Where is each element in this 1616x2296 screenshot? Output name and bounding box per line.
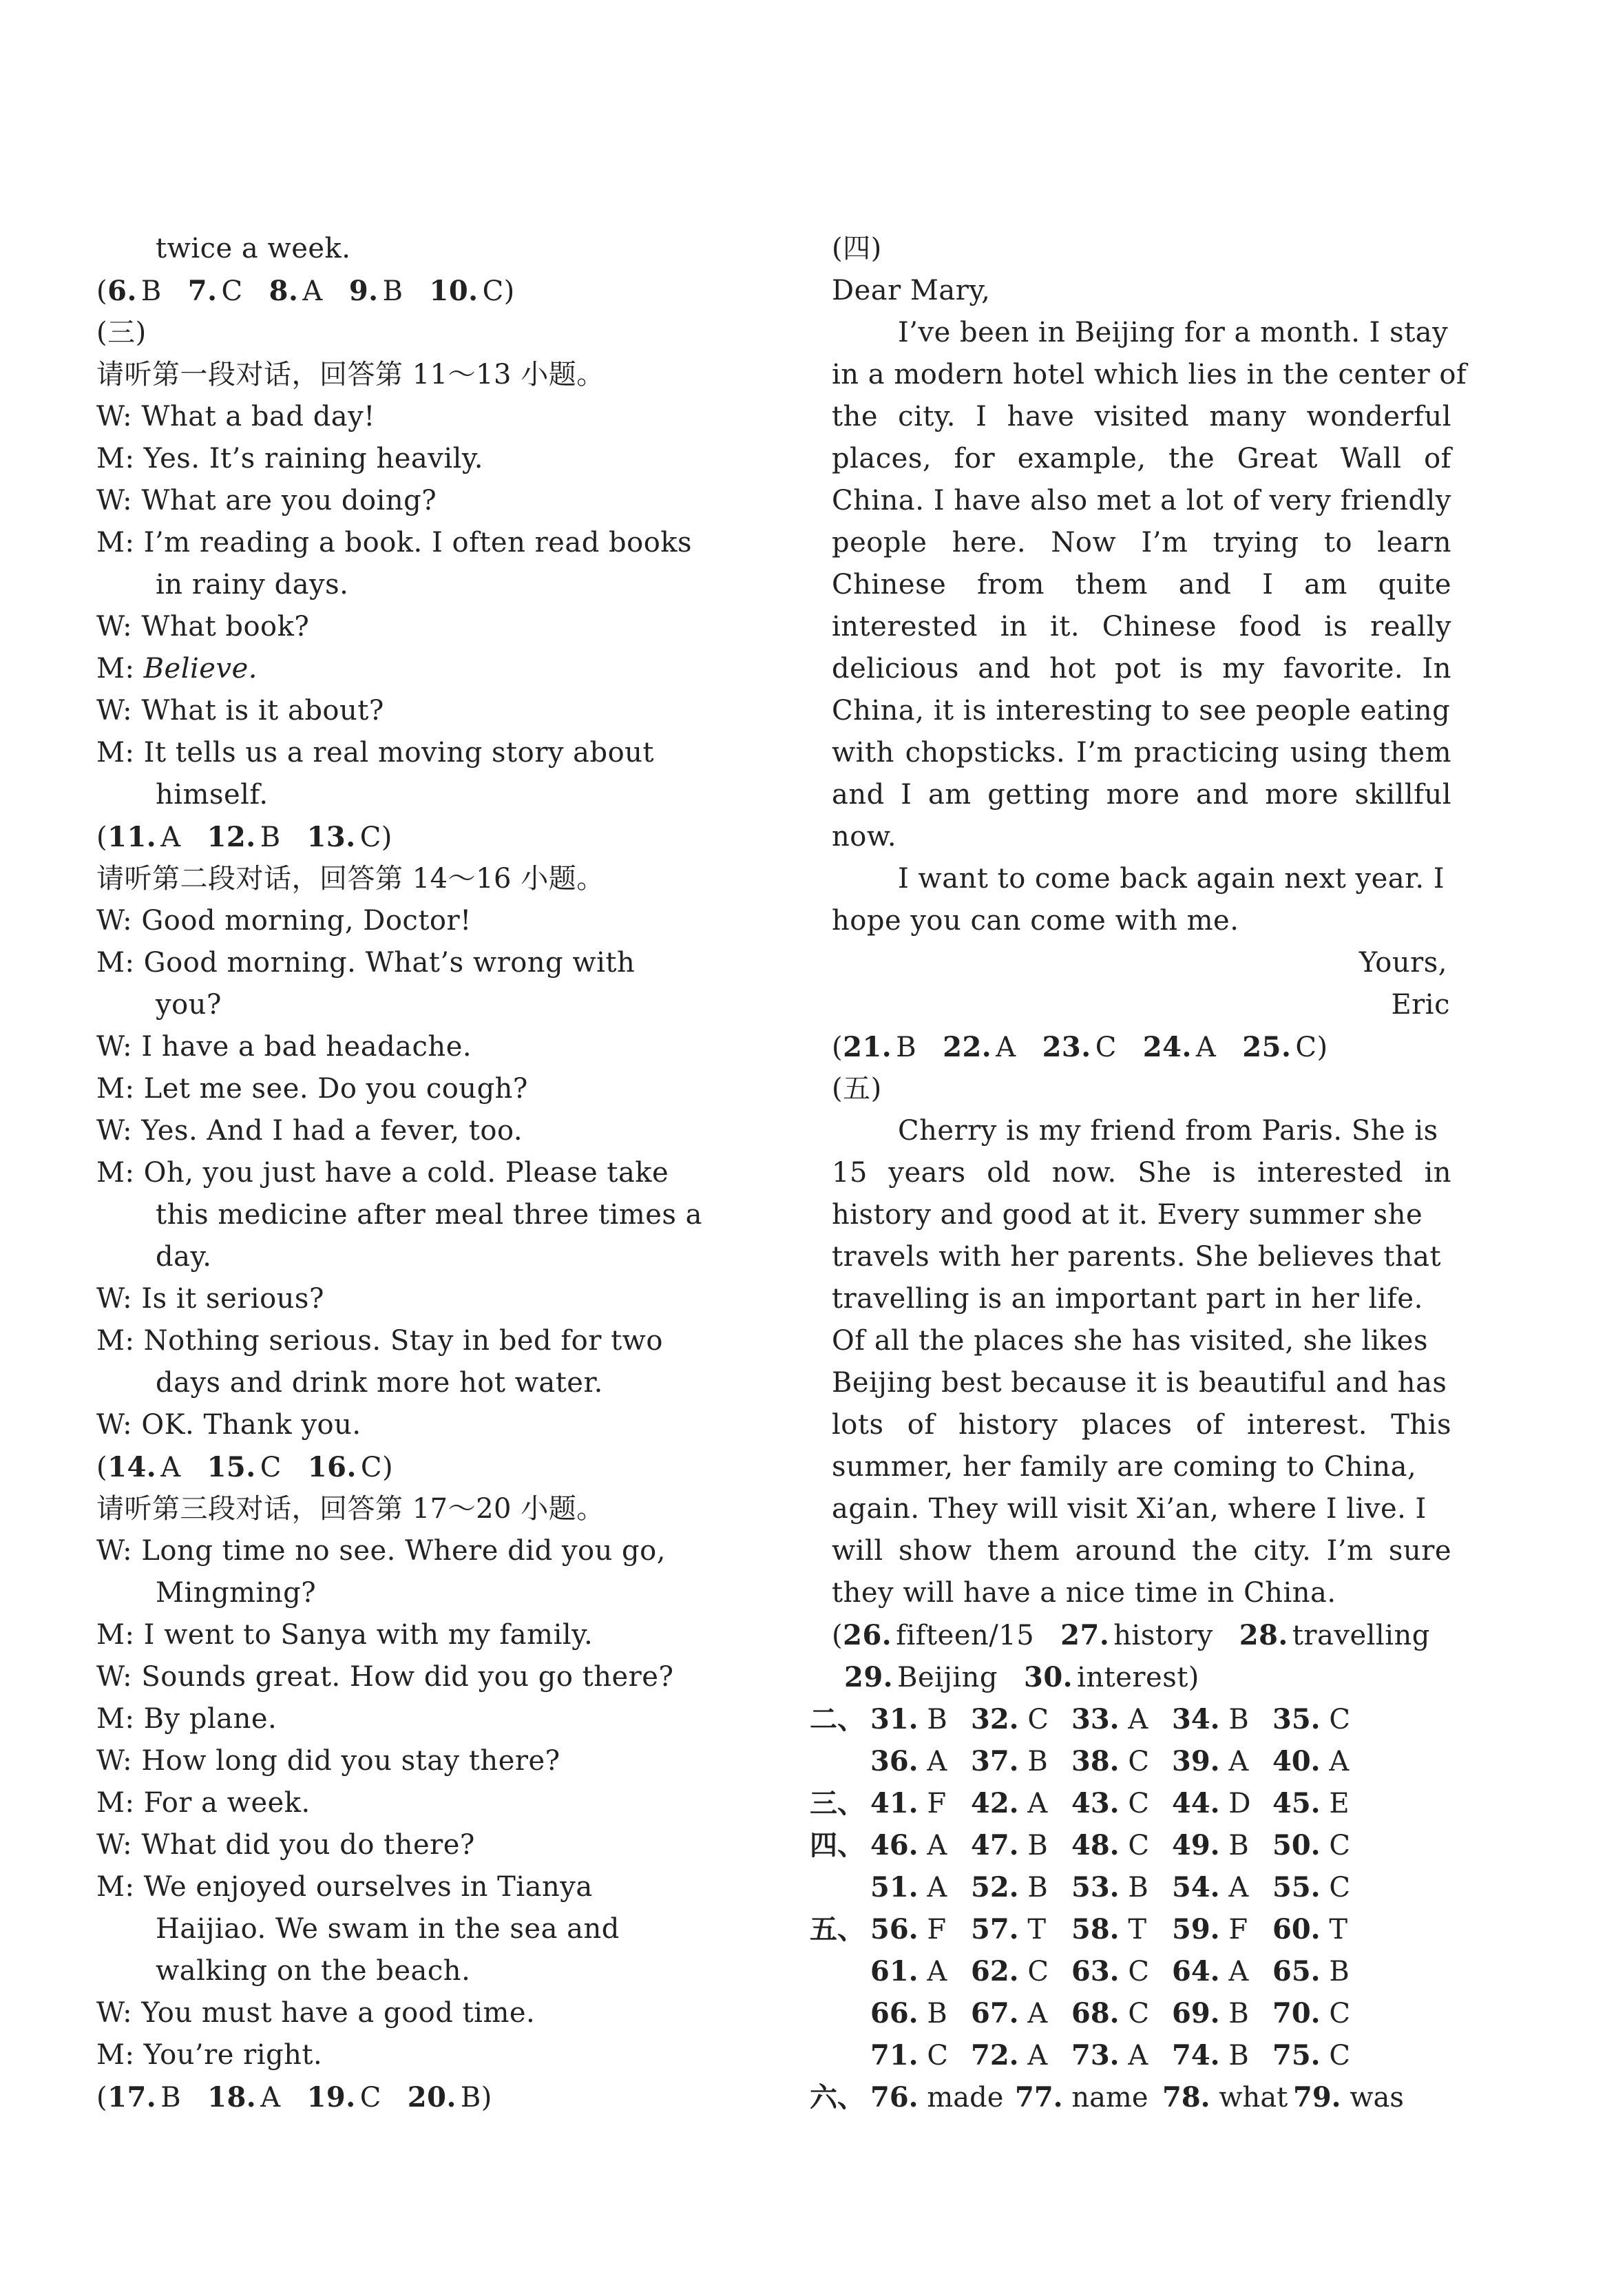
answer-cell: 42. A	[971, 1787, 1048, 1819]
dialogue-line: W: What a bad day!	[96, 401, 375, 432]
answer-cell: 77. name	[1015, 2081, 1148, 2114]
letter-closing: Yours,	[1358, 947, 1447, 979]
passage-line: travelling is an important part in her life.	[832, 1283, 1423, 1315]
dialogue-line: M: Nothing serious. Stay in bed for two	[96, 1325, 663, 1357]
answer-grid-row	[810, 1740, 1451, 1782]
dialogue-line: M: I went to Sanya with my family.	[96, 1619, 594, 1651]
dialogue-line: M: Yes. It’s raining heavily.	[96, 443, 483, 474]
answer-cell: 47. B	[971, 1829, 1048, 1861]
section-label: 三、	[810, 1787, 865, 1819]
instruction-line: 请听第一段对话，回答第 11～13 小题。	[96, 359, 605, 390]
answer-cell: 39. A	[1172, 1745, 1249, 1777]
letter-line: Chinese from them and I am quite	[832, 569, 1451, 601]
answer-line: (26. fifteen/15 27. history 28. travelling	[832, 1619, 1430, 1651]
answer-cell: 67. A	[971, 1997, 1048, 2029]
answer-line: (21. B 22. A 23. C 24. A 25. C)	[832, 1031, 1328, 1063]
dialogue-line: M: For a week.	[96, 1787, 311, 1819]
answer-cell: 72. A	[971, 2039, 1048, 2071]
answer-grid-row	[810, 1950, 1451, 1992]
passage-line: Of all the places she has visited, she likes	[832, 1325, 1428, 1357]
answer-cell: 43. C	[1071, 1787, 1149, 1819]
answer-cell: 69. B	[1172, 1997, 1249, 2029]
answer-cell: 75. C	[1272, 2039, 1350, 2071]
dialogue-line: M: By plane.	[96, 1703, 277, 1735]
dialogue-continuation: this medicine after meal three times a	[156, 1199, 702, 1231]
letter-salutation: Dear Mary,	[832, 275, 991, 306]
text-line: twice a week.	[156, 233, 351, 264]
section-label	[810, 1866, 870, 1908]
dialogue-continuation: days and drink more hot water.	[156, 1367, 603, 1399]
section-label	[810, 1950, 870, 1992]
answer-cell: 37. B	[971, 1745, 1048, 1777]
dialogue-line: M: Believe.	[96, 653, 258, 685]
answer-cell: 41. F	[870, 1787, 947, 1819]
answer-cell: 31. B	[870, 1703, 947, 1735]
answer-cell: 76. made	[870, 2081, 1004, 2114]
answer-cell: 65. B	[1272, 1955, 1350, 1987]
answer-line: (14. A 15. C 16. C)	[96, 1451, 394, 1483]
section-label	[810, 1992, 870, 2034]
answer-cell: 36. A	[870, 1745, 947, 1777]
passage-line: Beijing best because it is beautiful and has	[832, 1367, 1447, 1399]
letter-line: people here. Now I’m trying to learn	[832, 527, 1451, 559]
passage-line: history and good at it. Every summer she	[832, 1199, 1423, 1231]
answer-line: (11. A 12. B 13. C)	[96, 821, 392, 853]
answer-grid-row	[810, 1866, 1451, 1908]
answer-cell: 50. C	[1272, 1829, 1350, 1861]
answer-cell: 79. was	[1293, 2081, 1404, 2114]
answer-cell: 40. A	[1272, 1745, 1350, 1777]
right-column	[810, 228, 1467, 2118]
passage-line: travels with her parents. She believes that	[832, 1241, 1442, 1273]
answer-cell: 60. T	[1272, 1913, 1347, 1945]
answer-grid-row	[810, 1698, 1451, 1740]
letter-line: China, it is interesting to see people eating	[832, 695, 1451, 727]
section-heading: (三)	[96, 317, 147, 348]
section-heading: (五)	[832, 1073, 882, 1105]
letter-signature: Eric	[1391, 989, 1450, 1021]
answer-grid-row	[810, 1992, 1451, 2034]
answer-cell: 56. F	[870, 1913, 947, 1945]
dialogue-line: W: Good morning, Doctor!	[96, 905, 472, 937]
section-label	[810, 2034, 870, 2076]
letter-line: and I am getting more and more skillful	[832, 779, 1451, 811]
dialogue-line: W: How long did you stay there?	[96, 1745, 560, 1777]
dialogue-continuation: you?	[156, 989, 222, 1021]
dialogue-continuation: in rainy days.	[156, 569, 349, 601]
answer-cell: 51. A	[870, 1871, 947, 1903]
dialogue-line: W: Is it serious?	[96, 1283, 324, 1315]
dialogue-line: W: I have a bad headache.	[96, 1031, 472, 1063]
answer-grid-row	[810, 2076, 1451, 2118]
letter-line: delicious and hot pot is my favorite. In	[832, 653, 1451, 685]
dialogue-line: W: What book?	[96, 611, 310, 643]
answer-cell: 49. B	[1172, 1829, 1249, 1861]
dialogue-line: W: What are you doing?	[96, 485, 437, 516]
answer-cell: 52. B	[971, 1871, 1048, 1903]
dialogue-line: M: You’re right.	[96, 2039, 323, 2071]
letter-line: interested in it. Chinese food is really	[832, 611, 1451, 643]
answer-cell: 55. C	[1272, 1871, 1350, 1903]
passage-line: summer, her family are coming to China,	[832, 1451, 1417, 1483]
letter-line: I want to come back again next year. I	[898, 863, 1445, 895]
dialogue-continuation: walking on the beach.	[156, 1955, 471, 1987]
letter-line: now.	[832, 821, 897, 853]
passage-line: again. They will visit Xi’an, where I live. I	[832, 1493, 1427, 1525]
answer-cell: 68. C	[1071, 1997, 1149, 2029]
answer-cell: 57. T	[971, 1913, 1046, 1945]
dialogue-line: W: What is it about?	[96, 695, 384, 727]
passage-line: lots of history places of interest. This	[832, 1409, 1451, 1441]
letter-line: in a modern hotel which lies in the center of	[832, 359, 1467, 390]
answer-cell: 32. C	[971, 1703, 1049, 1735]
answer-cell: 33. A	[1071, 1703, 1148, 1735]
dialogue-line: M: I’m reading a book. I often read books	[96, 527, 693, 559]
answer-grid-row	[810, 1782, 1451, 1824]
dialogue-continuation: himself.	[156, 779, 269, 811]
letter-line: I’ve been in Beijing for a month. I stay	[898, 317, 1449, 348]
answer-cell: 59. F	[1172, 1913, 1248, 1945]
letter-line: places, for example, the Great Wall of	[832, 443, 1451, 474]
answer-grid	[810, 1698, 1451, 2118]
answer-cell: 58. T	[1071, 1913, 1146, 1945]
letter-line: China. I have also met a lot of very friendly	[832, 485, 1451, 516]
answer-cell: 54. A	[1172, 1871, 1249, 1903]
answer-cell: 74. B	[1172, 2039, 1249, 2071]
dialogue-line: M: It tells us a real moving story about	[96, 737, 655, 769]
answer-line: (17. B 18. A 19. C 20. B)	[96, 2081, 492, 2114]
answer-cell: 34. B	[1172, 1703, 1249, 1735]
passage-line: Cherry is my friend from Paris. She is	[898, 1115, 1438, 1147]
dialogue-line: M: We enjoyed ourselves in Tianya	[96, 1871, 593, 1903]
answer-cell: 46. A	[870, 1829, 947, 1861]
answer-grid-row	[810, 2034, 1451, 2076]
answer-line: 29. Beijing 30. interest)	[844, 1661, 1199, 1693]
section-heading: (四)	[832, 233, 882, 264]
answer-line: (6. B 7. C 8. A 9. B 10. C)	[96, 275, 515, 307]
answer-grid-row	[810, 1908, 1451, 1950]
section-label: 五、	[810, 1913, 865, 1945]
dialogue-line: W: What did you do there?	[96, 1829, 475, 1861]
instruction-line: 请听第二段对话，回答第 14～16 小题。	[96, 863, 605, 895]
left-column	[96, 228, 716, 2118]
section-label: 二、	[810, 1703, 865, 1735]
letter-line: hope you can come with me.	[832, 905, 1239, 937]
dialogue-line: W: Long time no see. Where did you go,	[96, 1535, 666, 1567]
dialogue-line: W: OK. Thank you.	[96, 1409, 361, 1441]
answer-cell: 66. B	[870, 1997, 947, 2029]
answer-cell: 45. E	[1272, 1787, 1350, 1819]
answer-cell: 70. C	[1272, 1997, 1350, 2029]
answer-cell: 35. C	[1272, 1703, 1350, 1735]
answer-cell: 38. C	[1071, 1745, 1149, 1777]
dialogue-continuation: Haijiao. We swam in the sea and	[156, 1913, 620, 1945]
answer-cell: 53. B	[1071, 1871, 1148, 1903]
letter-line: the city. I have visited many wonderful	[832, 401, 1451, 432]
dialogue-continuation: day.	[156, 1241, 212, 1273]
instruction-line: 请听第三段对话，回答第 17～20 小题。	[96, 1493, 605, 1525]
section-label: 四、	[810, 1829, 865, 1861]
answer-cell: 73. A	[1071, 2039, 1148, 2071]
answer-cell: 71. C	[870, 2039, 948, 2071]
answer-cell: 44. D	[1172, 1787, 1251, 1819]
dialogue-line: W: You must have a good time.	[96, 1997, 536, 2029]
section-label: 六、	[810, 2081, 865, 2114]
answer-cell: 48. C	[1071, 1829, 1149, 1861]
dialogue-line: W: Yes. And I had a fever, too.	[96, 1115, 523, 1147]
answer-cell: 78. what	[1162, 2081, 1288, 2114]
answer-cell: 64. A	[1172, 1955, 1249, 1987]
passage-line: 15 years old now. She is interested in	[832, 1157, 1451, 1189]
passage-line: they will have a nice time in China.	[832, 1577, 1336, 1609]
dialogue-line: M: Good morning. What’s wrong with	[96, 947, 636, 979]
letter-line: with chopsticks. I’m practicing using them	[832, 737, 1451, 769]
answer-cell: 63. C	[1071, 1955, 1149, 1987]
dialogue-continuation: Mingming?	[156, 1577, 317, 1609]
dialogue-line: M: Let me see. Do you cough?	[96, 1073, 528, 1105]
answer-cell: 61. A	[870, 1955, 947, 1987]
answer-grid-row	[810, 1824, 1451, 1866]
passage-line: will show them around the city. I’m sure	[832, 1535, 1451, 1567]
answer-cell: 62. C	[971, 1955, 1049, 1987]
section-label	[810, 1740, 870, 1782]
dialogue-line: M: Oh, you just have a cold. Please take	[96, 1157, 669, 1189]
dialogue-line: W: Sounds great. How did you go there?	[96, 1661, 674, 1693]
